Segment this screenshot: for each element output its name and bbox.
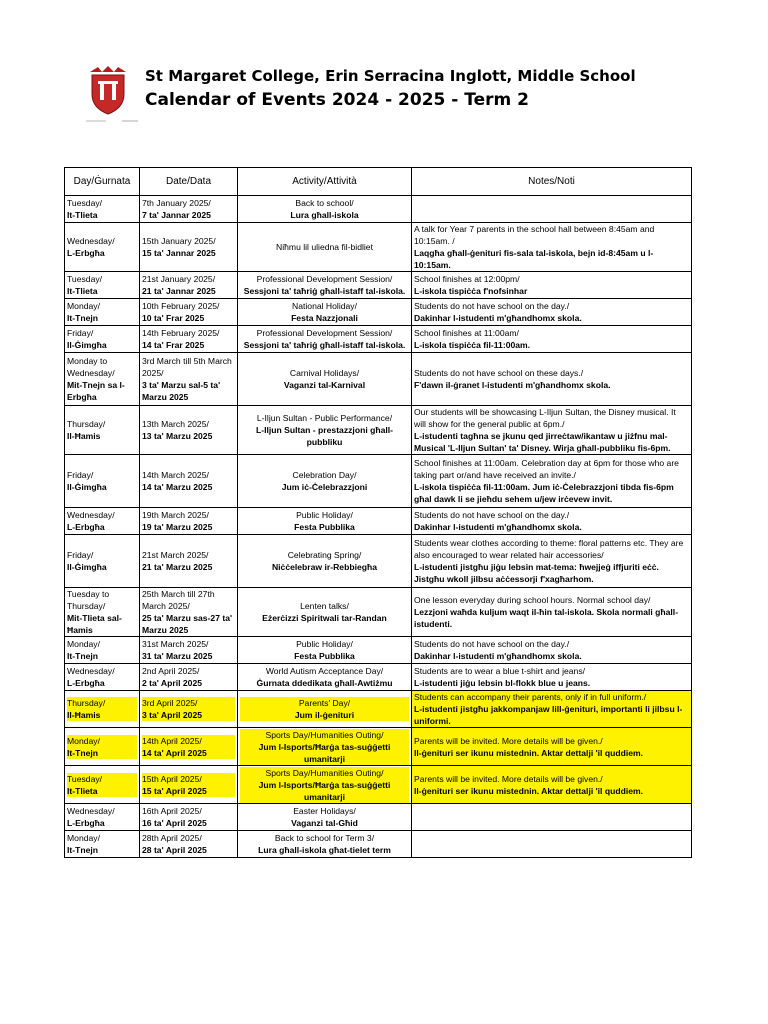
notes-cell-english: Students can accompany their parents, only if in full uniform./: [414, 691, 689, 703]
date-cell: [140, 508, 238, 535]
notes-cell-english: Students do not have school on the day./: [414, 639, 570, 650]
activity-cell-english: Public Holiday/: [296, 510, 353, 521]
activity-cell-maltese: Sessjoni ta' taħriġ għall-istaff tal-iskola.: [243, 340, 406, 351]
day-cell-english: Tuesday to Thursday/: [67, 589, 110, 612]
activity-cell: [238, 326, 412, 353]
day-cell-english: Thursday/: [67, 419, 106, 430]
date-cell-maltese: 15 ta' Jannar 2025: [142, 248, 216, 259]
notes-cell-maltese: Lezzjoni waħda kuljum waqt il-ħin tal-iskola. Skola normali għall-istudenti.: [414, 607, 679, 630]
notes-cell-english: Students do not have school on these days./: [414, 368, 584, 379]
column-header-notes: Notes/Noti: [412, 168, 692, 196]
notes-cell-maltese: F'dawn il-ġranet l-istudenti m'għandhomx skola.: [414, 380, 611, 391]
notes-cell: [412, 637, 692, 664]
day-cell-english: Tuesday/: [67, 773, 137, 785]
day-cell: [65, 299, 140, 326]
notes-cell-english: School finishes at 11:00am. Celebration day at 6pm for those who are taking part or/and have received an invite./: [414, 458, 679, 481]
activity-cell: [238, 728, 412, 766]
day-cell-english: Tuesday/: [67, 274, 103, 285]
table-row: [65, 831, 692, 858]
activity-cell-english: Public Holiday/: [296, 639, 353, 650]
date-cell: [140, 664, 238, 691]
date-cell-maltese: 21 ta' Marzu 2025: [142, 562, 213, 573]
date-cell-maltese: 28 ta' April 2025: [142, 845, 207, 856]
activity-cell-maltese: Jum l-Isports/Ħarġa tas-suġġetti umanitarji: [240, 779, 409, 803]
date-cell: [140, 326, 238, 353]
day-cell-maltese: It-Tnejn: [67, 845, 99, 856]
day-cell-maltese: It-Tnejn: [67, 313, 99, 324]
activity-cell-english: Celebrating Spring/: [287, 550, 362, 561]
activity-cell-english: Back to school/: [295, 197, 354, 208]
date-cell-english: 14th February 2025/: [142, 328, 220, 339]
notes-cell: [412, 299, 692, 326]
table-row: [65, 691, 692, 728]
activity-cell-maltese: Lura għall-iskola għat-tielet term: [258, 845, 391, 856]
day-cell: [65, 455, 140, 508]
activity-cell: [238, 804, 412, 831]
activity-cell-maltese: Vaganzi tal-Karnival: [283, 380, 366, 391]
date-cell-english: 21st March 2025/: [142, 550, 209, 561]
table-row: [65, 299, 692, 326]
day-cell-maltese: It-Tnejn: [67, 747, 137, 759]
activity-cell-english: Sports Day/Humanities Outing/: [240, 767, 409, 779]
date-cell-maltese: 7 ta' Jannar 2025: [142, 210, 211, 220]
activity-cell-maltese: Jum il-ġenituri: [240, 709, 409, 721]
notes-cell-english: Parents will be invited. More details will be given./: [414, 735, 689, 747]
day-cell-english: Monday to Wednesday/: [67, 356, 115, 379]
date-cell: [140, 804, 238, 831]
table-row: [65, 455, 692, 508]
notes-cell-english: One lesson everyday during school hours. Normal school day/: [414, 595, 651, 606]
activity-cell-english: Professional Development Session/: [256, 328, 393, 339]
notes-cell: [412, 691, 692, 728]
table-header-row: [65, 168, 692, 196]
date-cell-maltese: 13 ta' Marzu 2025: [142, 431, 213, 442]
notes-cell-maltese: L-istudenti jistgħu jiġu lebsin mat-tema: ħwejjeġ iffjuriti eċċ. Jistgħu wkoll jilbsu aċċessorji f'xagħarhom.: [414, 562, 659, 585]
table-row: [65, 588, 692, 637]
day-cell-maltese: Il-Ġimgħa: [67, 340, 107, 351]
day-cell: [65, 664, 140, 691]
notes-cell-maltese: Il-ġenituri ser ikunu mistednin. Aktar dettalji 'il quddiem.: [414, 785, 689, 797]
day-cell-maltese: L-Erbgħa: [67, 678, 105, 689]
activity-cell: [238, 766, 412, 804]
date-cell-english: 14th March 2025/: [142, 470, 209, 481]
day-cell-maltese: It-Tlieta: [67, 785, 137, 797]
table-row: [65, 223, 692, 272]
date-cell: [140, 535, 238, 588]
activity-cell-maltese: Eżerċizzi Spiritwali tar-Randan: [262, 613, 387, 624]
column-header-day: Day/Ġurnata: [65, 168, 140, 196]
day-cell-maltese: L-Erbgħa: [67, 248, 105, 259]
notes-cell-english: School finishes at 11:00am/: [414, 328, 519, 339]
day-cell: [65, 804, 140, 831]
day-cell-maltese: Il-Ħamis: [67, 431, 101, 442]
day-cell: [65, 406, 140, 455]
notes-cell: [412, 588, 692, 637]
day-cell-english: Friday/: [67, 328, 94, 339]
day-cell: [65, 691, 140, 728]
day-cell: [65, 196, 140, 223]
day-cell-english: Monday/: [67, 639, 100, 650]
date-cell-english: 15th January 2025/: [142, 236, 216, 247]
day-cell-english: Friday/: [67, 550, 94, 561]
activity-cell: [238, 637, 412, 664]
notes-cell: [412, 353, 692, 406]
date-cell: [140, 637, 238, 664]
day-cell-english: Monday/: [67, 735, 137, 747]
notes-cell: [412, 272, 692, 299]
date-cell-maltese: 31 ta' Marzu 2025: [142, 651, 213, 662]
activity-cell-maltese: Vaganzi tal-Għid: [291, 818, 358, 829]
table-row: [65, 766, 692, 804]
activity-cell-english: Sports Day/Humanities Outing/: [240, 729, 409, 741]
day-cell: [65, 637, 140, 664]
notes-cell-maltese: Il-ġenituri ser ikunu mistednin. Aktar dettalji 'il quddiem.: [414, 747, 689, 759]
activity-cell-english: Professional Development Session/: [256, 274, 393, 285]
notes-cell: [412, 455, 692, 508]
notes-cell-maltese: L-iskola tispiċċa fil-11:00am.: [414, 340, 531, 351]
school-name-heading: St Margaret College, Erin Serracina Inglott, Middle School: [145, 67, 636, 85]
activity-cell: [238, 691, 412, 728]
date-cell-maltese: 3 ta' Marzu sal-5 ta' Marzu 2025: [142, 380, 221, 403]
date-cell: [140, 406, 238, 455]
date-cell: [140, 353, 238, 406]
date-cell-english: 10th February 2025/: [142, 301, 220, 312]
day-cell-english: Monday/: [67, 833, 100, 844]
notes-cell: [412, 728, 692, 766]
table-row: [65, 508, 692, 535]
activity-cell-english: Carnival Holidays/: [289, 368, 360, 379]
table-row: [65, 406, 692, 455]
date-cell-maltese: 2 ta' April 2025: [142, 678, 203, 689]
day-cell-english: Friday/: [67, 470, 94, 481]
notes-cell: [412, 508, 692, 535]
notes-cell-maltese: L-istudenti tagħna se jkunu qed jirreċtaw/ikantaw u jiżfnu mal-Musical 'L-Iljun Sultan' ta' Disney. Wirja għall-pubbliku fis-6pm.: [414, 431, 671, 454]
date-cell-maltese: 15 ta' April 2025: [142, 785, 235, 797]
date-cell-maltese: 3 ta' April 2025: [142, 709, 235, 721]
activity-cell: [238, 535, 412, 588]
notes-cell-english: Students do not have school on the day./: [414, 301, 570, 312]
date-cell-english: 3rd March till 5th March 2025/: [142, 356, 232, 379]
notes-cell: [412, 831, 692, 858]
day-cell-english: Wednesday/: [67, 806, 115, 817]
day-cell-english: Wednesday/: [67, 510, 115, 521]
activity-cell-maltese: Jum iċ-Ċelebrazzjoni: [281, 482, 368, 493]
day-cell: [65, 766, 140, 804]
activity-cell: [238, 223, 412, 272]
date-cell: [140, 196, 238, 223]
day-cell-maltese: It-Tnejn: [67, 651, 99, 662]
activity-cell: [238, 455, 412, 508]
notes-cell-english: A talk for Year 7 parents in the school hall between 8:45am and 10:15am. /: [414, 224, 655, 247]
notes-cell: [412, 804, 692, 831]
notes-cell-maltese: L-iskola tispiċċa f'nofsinhar: [414, 286, 528, 297]
date-cell-maltese: 10 ta' Frar 2025: [142, 313, 205, 324]
day-cell-maltese: L-Erbgħa: [67, 818, 105, 829]
notes-cell: [412, 326, 692, 353]
date-cell: [140, 299, 238, 326]
activity-cell-english: National Holiday/: [292, 301, 357, 312]
table-row: [65, 196, 692, 223]
notes-cell: [412, 196, 692, 223]
day-cell-english: Monday/: [67, 301, 100, 312]
activity-cell-maltese: Jum l-Isports/Ħarġa tas-suġġetti umanitarji: [240, 741, 409, 765]
date-cell-maltese: 19 ta' Marzu 2025: [142, 522, 213, 533]
activity-cell-english: Back to school for Term 3/: [274, 833, 375, 844]
date-cell-english: 15th April 2025/: [142, 773, 235, 785]
activity-cell: [238, 664, 412, 691]
activity-cell-english: Niħmu lil uliedna fil-bidliet: [276, 242, 373, 253]
calendar-title: Calendar of Events 2024 - 2025 - Term 2: [145, 90, 529, 110]
activity-cell-maltese: Festa Pubblika: [294, 522, 355, 533]
date-cell-english: 7th January 2025/: [142, 197, 211, 208]
activity-cell: [238, 588, 412, 637]
day-cell: [65, 535, 140, 588]
day-cell: [65, 508, 140, 535]
notes-cell: [412, 223, 692, 272]
activity-cell-maltese: Ġurnata ddedikata għall-Awtiżmu: [256, 678, 393, 689]
date-cell: [140, 223, 238, 272]
activity-cell-english: Easter Holidays/: [293, 806, 356, 817]
activity-cell: [238, 406, 412, 455]
activity-cell: [238, 196, 412, 223]
day-cell-english: Thursday/: [67, 697, 137, 709]
table-row: [65, 728, 692, 766]
date-cell-english: 25th March till 27th March 2025/: [142, 589, 215, 612]
activity-cell: [238, 508, 412, 535]
activity-cell: [238, 831, 412, 858]
day-cell: [65, 728, 140, 766]
day-cell: [65, 353, 140, 406]
events-table: [64, 167, 692, 858]
day-cell-maltese: Il-Ġimgħa: [67, 562, 107, 573]
activity-cell-english: L-Iljun Sultan - Public Performance/: [256, 413, 393, 424]
activity-cell-maltese: Lura għall-iskola: [290, 210, 359, 220]
date-cell-english: 2nd April 2025/: [142, 666, 200, 677]
notes-cell-english: Students wear clothes according to theme: floral patterns etc. They are also encouraged to wear related hair accessories/: [414, 538, 684, 561]
notes-cell-english: Students are to wear a blue t-shirt and jeans/: [414, 666, 586, 677]
day-cell-maltese: L-Erbgħa: [67, 522, 105, 533]
notes-cell: [412, 535, 692, 588]
day-cell-maltese: Il-Ġimgħa: [67, 482, 107, 493]
day-cell-english: Wednesday/: [67, 666, 115, 677]
date-cell: [140, 272, 238, 299]
date-cell-english: 28th April 2025/: [142, 833, 202, 844]
day-cell-maltese: It-Tlieta: [67, 210, 98, 220]
table-row: [65, 637, 692, 664]
date-cell: [140, 455, 238, 508]
notes-cell-maltese: Dakinhar l-istudenti m'għandhomx skola.: [414, 313, 582, 324]
date-cell-english: 19th March 2025/: [142, 510, 209, 521]
date-cell: [140, 728, 238, 766]
notes-cell-english: Our students will be showcasing L-Iljun Sultan, the Disney musical. It will show for the general public at 6pm./: [414, 407, 676, 430]
notes-cell: [412, 406, 692, 455]
column-header-activity: Activity/Attività: [238, 168, 412, 196]
day-cell: [65, 272, 140, 299]
table-row: [65, 272, 692, 299]
activity-cell-english: Lenten talks/: [300, 601, 349, 612]
date-cell-maltese: 21 ta' Jannar 2025: [142, 286, 216, 297]
date-cell-maltese: 14 ta' Frar 2025: [142, 340, 205, 351]
date-cell: [140, 691, 238, 728]
notes-cell-maltese: Laqgħa għall-ġenituri fis-sala tal-iskola, bejn id-8:45am u l-10:15am.: [414, 248, 654, 271]
activity-cell-english: Celebration Day/: [292, 470, 357, 481]
date-cell-english: 13th March 2025/: [142, 419, 209, 430]
date-cell-maltese: 14 ta' April 2025: [142, 747, 235, 759]
column-header-date: Date/Data: [140, 168, 238, 196]
notes-cell: [412, 766, 692, 804]
notes-cell-english: Parents will be invited. More details will be given./: [414, 773, 689, 785]
school-crest-logo: [76, 66, 140, 128]
notes-cell-maltese: Dakinhar l-istudenti m'għandhomx skola.: [414, 522, 582, 533]
date-cell: [140, 766, 238, 804]
date-cell-english: 31st March 2025/: [142, 639, 209, 650]
table-row: [65, 535, 692, 588]
activity-cell: [238, 272, 412, 299]
day-cell-english: Tuesday/: [67, 197, 103, 208]
activity-cell-maltese: Niċċelebraw ir-Rebbiegħa: [271, 562, 378, 573]
table-row: [65, 353, 692, 406]
notes-cell-maltese: L-iskola tispiċċa fil-11:00am. Jum iċ-Ċelebrazzjoni tibda fis-6pm għal dawk li se jieħdu sehem u/jew irċevew invit.: [414, 482, 674, 505]
activity-cell-maltese: Festa Pubblika: [294, 651, 355, 662]
date-cell-english: 21st January 2025/: [142, 274, 216, 285]
day-cell-english: Wednesday/: [67, 236, 115, 247]
date-cell: [140, 831, 238, 858]
activity-cell-maltese: Festa Nazzjonali: [291, 313, 358, 324]
day-cell: [65, 326, 140, 353]
activity-cell-maltese: Sessjoni ta' taħriġ għall-istaff tal-iskola.: [243, 286, 406, 297]
activity-cell: [238, 353, 412, 406]
notes-cell-english: School finishes at 12:00pm/: [414, 274, 520, 285]
notes-cell-maltese: L-istudenti jistgħu jakkompanjaw lill-ġenituri, importanti li jilbsu l-uniformi.: [414, 703, 689, 727]
day-cell-maltese: Mit-Tlieta sal-Ħamis: [67, 613, 122, 636]
activity-cell-english: World Autism Acceptance Day/: [265, 666, 384, 677]
activity-cell: [238, 299, 412, 326]
day-cell: [65, 831, 140, 858]
date-cell-maltese: 25 ta' Marzu sas-27 ta' Marzu 2025: [142, 613, 233, 636]
day-cell-maltese: Il-Ħamis: [67, 709, 137, 721]
activity-cell-english: Parents' Day/: [240, 697, 409, 709]
date-cell-maltese: 16 ta' April 2025: [142, 818, 207, 829]
date-cell-english: 16th April 2025/: [142, 806, 202, 817]
date-cell: [140, 588, 238, 637]
table-row: [65, 326, 692, 353]
notes-cell-english: Students do not have school on the day./: [414, 510, 570, 521]
date-cell-maltese: 14 ta' Marzu 2025: [142, 482, 213, 493]
activity-cell-maltese: L-Iljun Sultan - prestazzjoni għall-pubbliku: [255, 425, 394, 448]
day-cell: [65, 588, 140, 637]
notes-cell-maltese: Dakinhar l-istudenti m'għandhomx skola.: [414, 651, 582, 662]
date-cell-english: 3rd April 2025/: [142, 697, 235, 709]
table-row: [65, 804, 692, 831]
day-cell-maltese: Mit-Tnejn sa l-Erbgħa: [67, 380, 125, 403]
day-cell: [65, 223, 140, 272]
notes-cell: [412, 664, 692, 691]
notes-cell-maltese: L-istudenti jiġu lebsin bl-flokk blue u jeans.: [414, 678, 591, 689]
day-cell-maltese: It-Tlieta: [67, 286, 98, 297]
table-row: [65, 664, 692, 691]
date-cell-english: 14th April 2025/: [142, 735, 235, 747]
